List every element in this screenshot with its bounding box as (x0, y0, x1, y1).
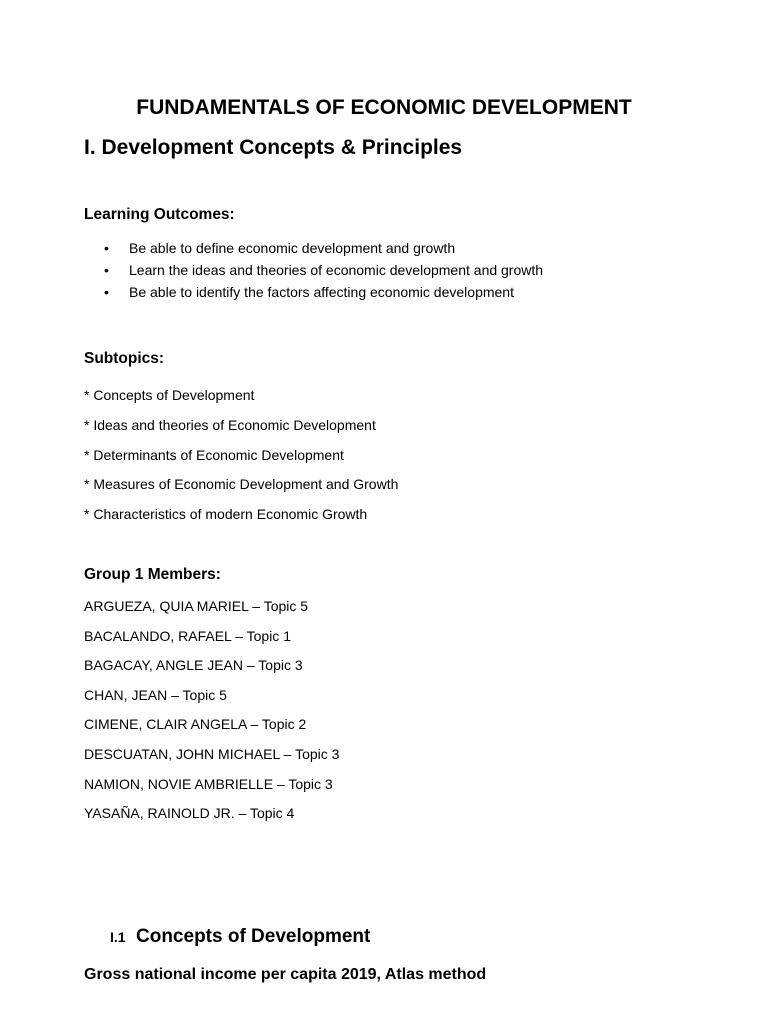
list-item: CIMENE, CLAIR ANGELA – Topic 2 (84, 716, 307, 733)
figure-subheading: Gross national income per capita 2019, Atlas method (84, 966, 487, 983)
bullet-icon: • (104, 284, 109, 300)
list-item (104, 260, 543, 282)
list-item: * Measures of Economic Development and Growth (84, 476, 399, 493)
subtopics-heading: Subtopics: (84, 350, 165, 367)
learning-outcomes-heading: Learning Outcomes: (84, 206, 235, 223)
list-item (104, 238, 543, 260)
list-item: * Characteristics of modern Economic Growth (84, 506, 368, 523)
section-title: Concepts of Development (136, 926, 371, 947)
bullet-icon: • (104, 262, 109, 278)
list-item: BAGACAY, ANGLE JEAN – Topic 3 (84, 657, 303, 674)
bullet-icon: • (104, 240, 109, 256)
outcome-text: Be able to identify the factors affecting economic development (129, 284, 514, 300)
learning-outcomes-list (104, 238, 543, 304)
list-item: ARGUEZA, QUIA MARIEL – Topic 5 (84, 598, 309, 614)
section-heading: I. Development Concepts & Principles (84, 136, 463, 159)
list-item: CHAN, JEAN – Topic 5 (84, 686, 227, 703)
list-item: BACALANDO, RAFAEL – Topic 1 (84, 627, 291, 644)
section-number: I.1 (110, 929, 126, 945)
group-members-heading: Group 1 Members: (84, 566, 221, 583)
list-item: YASAÑA, RAINOLD JR. – Topic 4 (84, 805, 295, 822)
list-item: NAMION, NOVIE AMBRIELLE – Topic 3 (84, 775, 333, 792)
list-item: DESCUATAN, JOHN MICHAEL – Topic 3 (84, 745, 340, 762)
list-item (104, 282, 543, 304)
outcome-text: Learn the ideas and theories of economic development and growth (129, 262, 544, 278)
outcome-text: Be able to define economic development and growth (129, 240, 456, 256)
list-item: * Ideas and theories of Economic Development (84, 416, 376, 433)
group-members-list (84, 596, 339, 833)
subtopics-list (84, 385, 398, 534)
section-1-1-heading (110, 926, 370, 948)
list-item: * Concepts of Development (84, 387, 255, 403)
list-item: * Determinants of Economic Development (84, 446, 344, 463)
document-title: FUNDAMENTALS OF ECONOMIC DEVELOPMENT (136, 96, 632, 119)
